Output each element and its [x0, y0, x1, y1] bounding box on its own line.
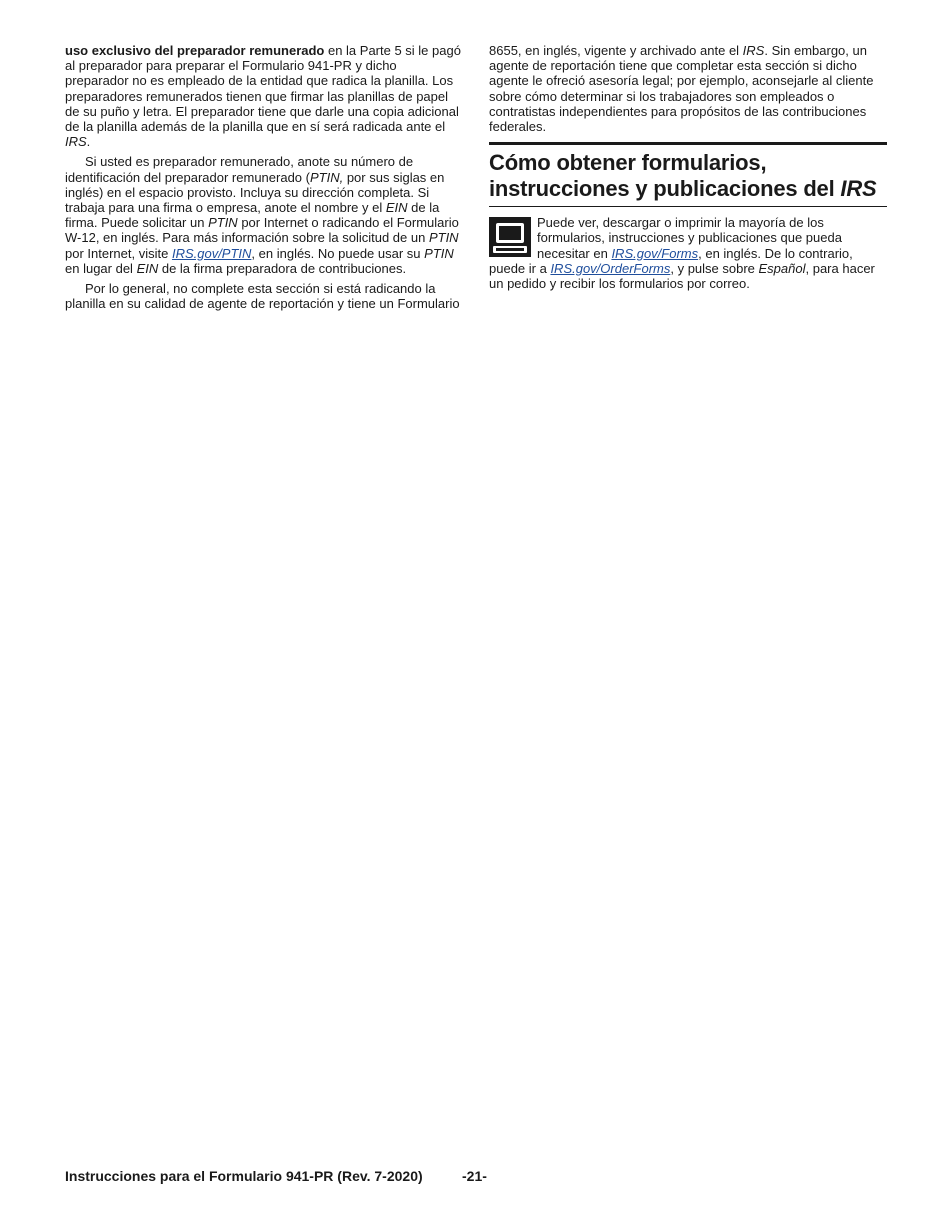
section-heading: Cómo obtener formularios, instrucciones y publicaciones del IRS [489, 150, 887, 207]
paragraph-forms-info: Puede ver, descargar o imprimir la mayoría de los formularios, instrucciones y publicaciones que pueda necesitar en IRS.gov/Forms, en inglés. De lo contrario, puede ir a IRS.gov/OrderForms, y pulse sobre Español, para hacer un pedido y recibir los formularios por correo. [489, 215, 875, 292]
paragraph-ptin: Si usted es preparador remunerado, anote su número de identificación del preparador remunerado (PTIN, por sus siglas en inglés) en el espacio provisto. Incluya su dirección completa. Si trabaja para una firma o empresa, anote el nombre y el EIN de la firma. Puede solicitar un PTIN por Internet o radicando el Formulario W-12, en inglés. Para más información sobre la solicitud de un PTIN por Internet, visite IRS.gov/PTIN, en inglés. No puede usar su PTIN en lugar del EIN de la firma preparadora de contribuciones. [65, 154, 459, 276]
right-column [489, 43, 887, 296]
forms-info-block [489, 215, 887, 291]
footer-title: Instrucciones para el Formulario 941-PR (Rev. 7-2020) [65, 1168, 423, 1184]
link-irs-orderforms[interactable]: IRS.gov/OrderForms [550, 260, 671, 276]
page-number: -21- [462, 1168, 487, 1184]
link-irs-forms[interactable]: IRS.gov/Forms [611, 245, 699, 261]
paragraph-reporting-agent: Por lo general, no complete esta sección si está radicando la planilla en su calidad de agente de reportación y tiene un Formulario [65, 281, 460, 312]
left-column [65, 43, 463, 316]
section-rule [489, 142, 887, 145]
computer-icon [489, 217, 531, 257]
term-paid-preparer: uso exclusivo del preparador remunerado [65, 43, 325, 58]
link-irs-ptin[interactable]: IRS.gov/PTIN [171, 245, 252, 261]
paragraph-paid-preparer: uso exclusivo del preparador remunerado en la Parte 5 si le pagó al preparador para preparar el Formulario 941-PR y dicho preparador no es empleado de la entidad que radica la planilla. Los preparadores remunerados tienen que firmar las planillas de papel de su puño y letra. El preparador tiene que darle una copia adicional de la planilla además de la planilla que en sí será radicada ante el IRS. [65, 43, 461, 150]
paragraph-form-8655: 8655, en inglés, vigente y archivado ante el IRS. Sin embargo, un agente de reportación tiene que completar esta sección si dicho agente le ofreció asesoría legal; por ejemplo, aconsejarle al cliente sobre cómo determinar si los trabajadores son empleados o contratistas independientes para propósitos de las contribuciones federales. [489, 43, 874, 135]
